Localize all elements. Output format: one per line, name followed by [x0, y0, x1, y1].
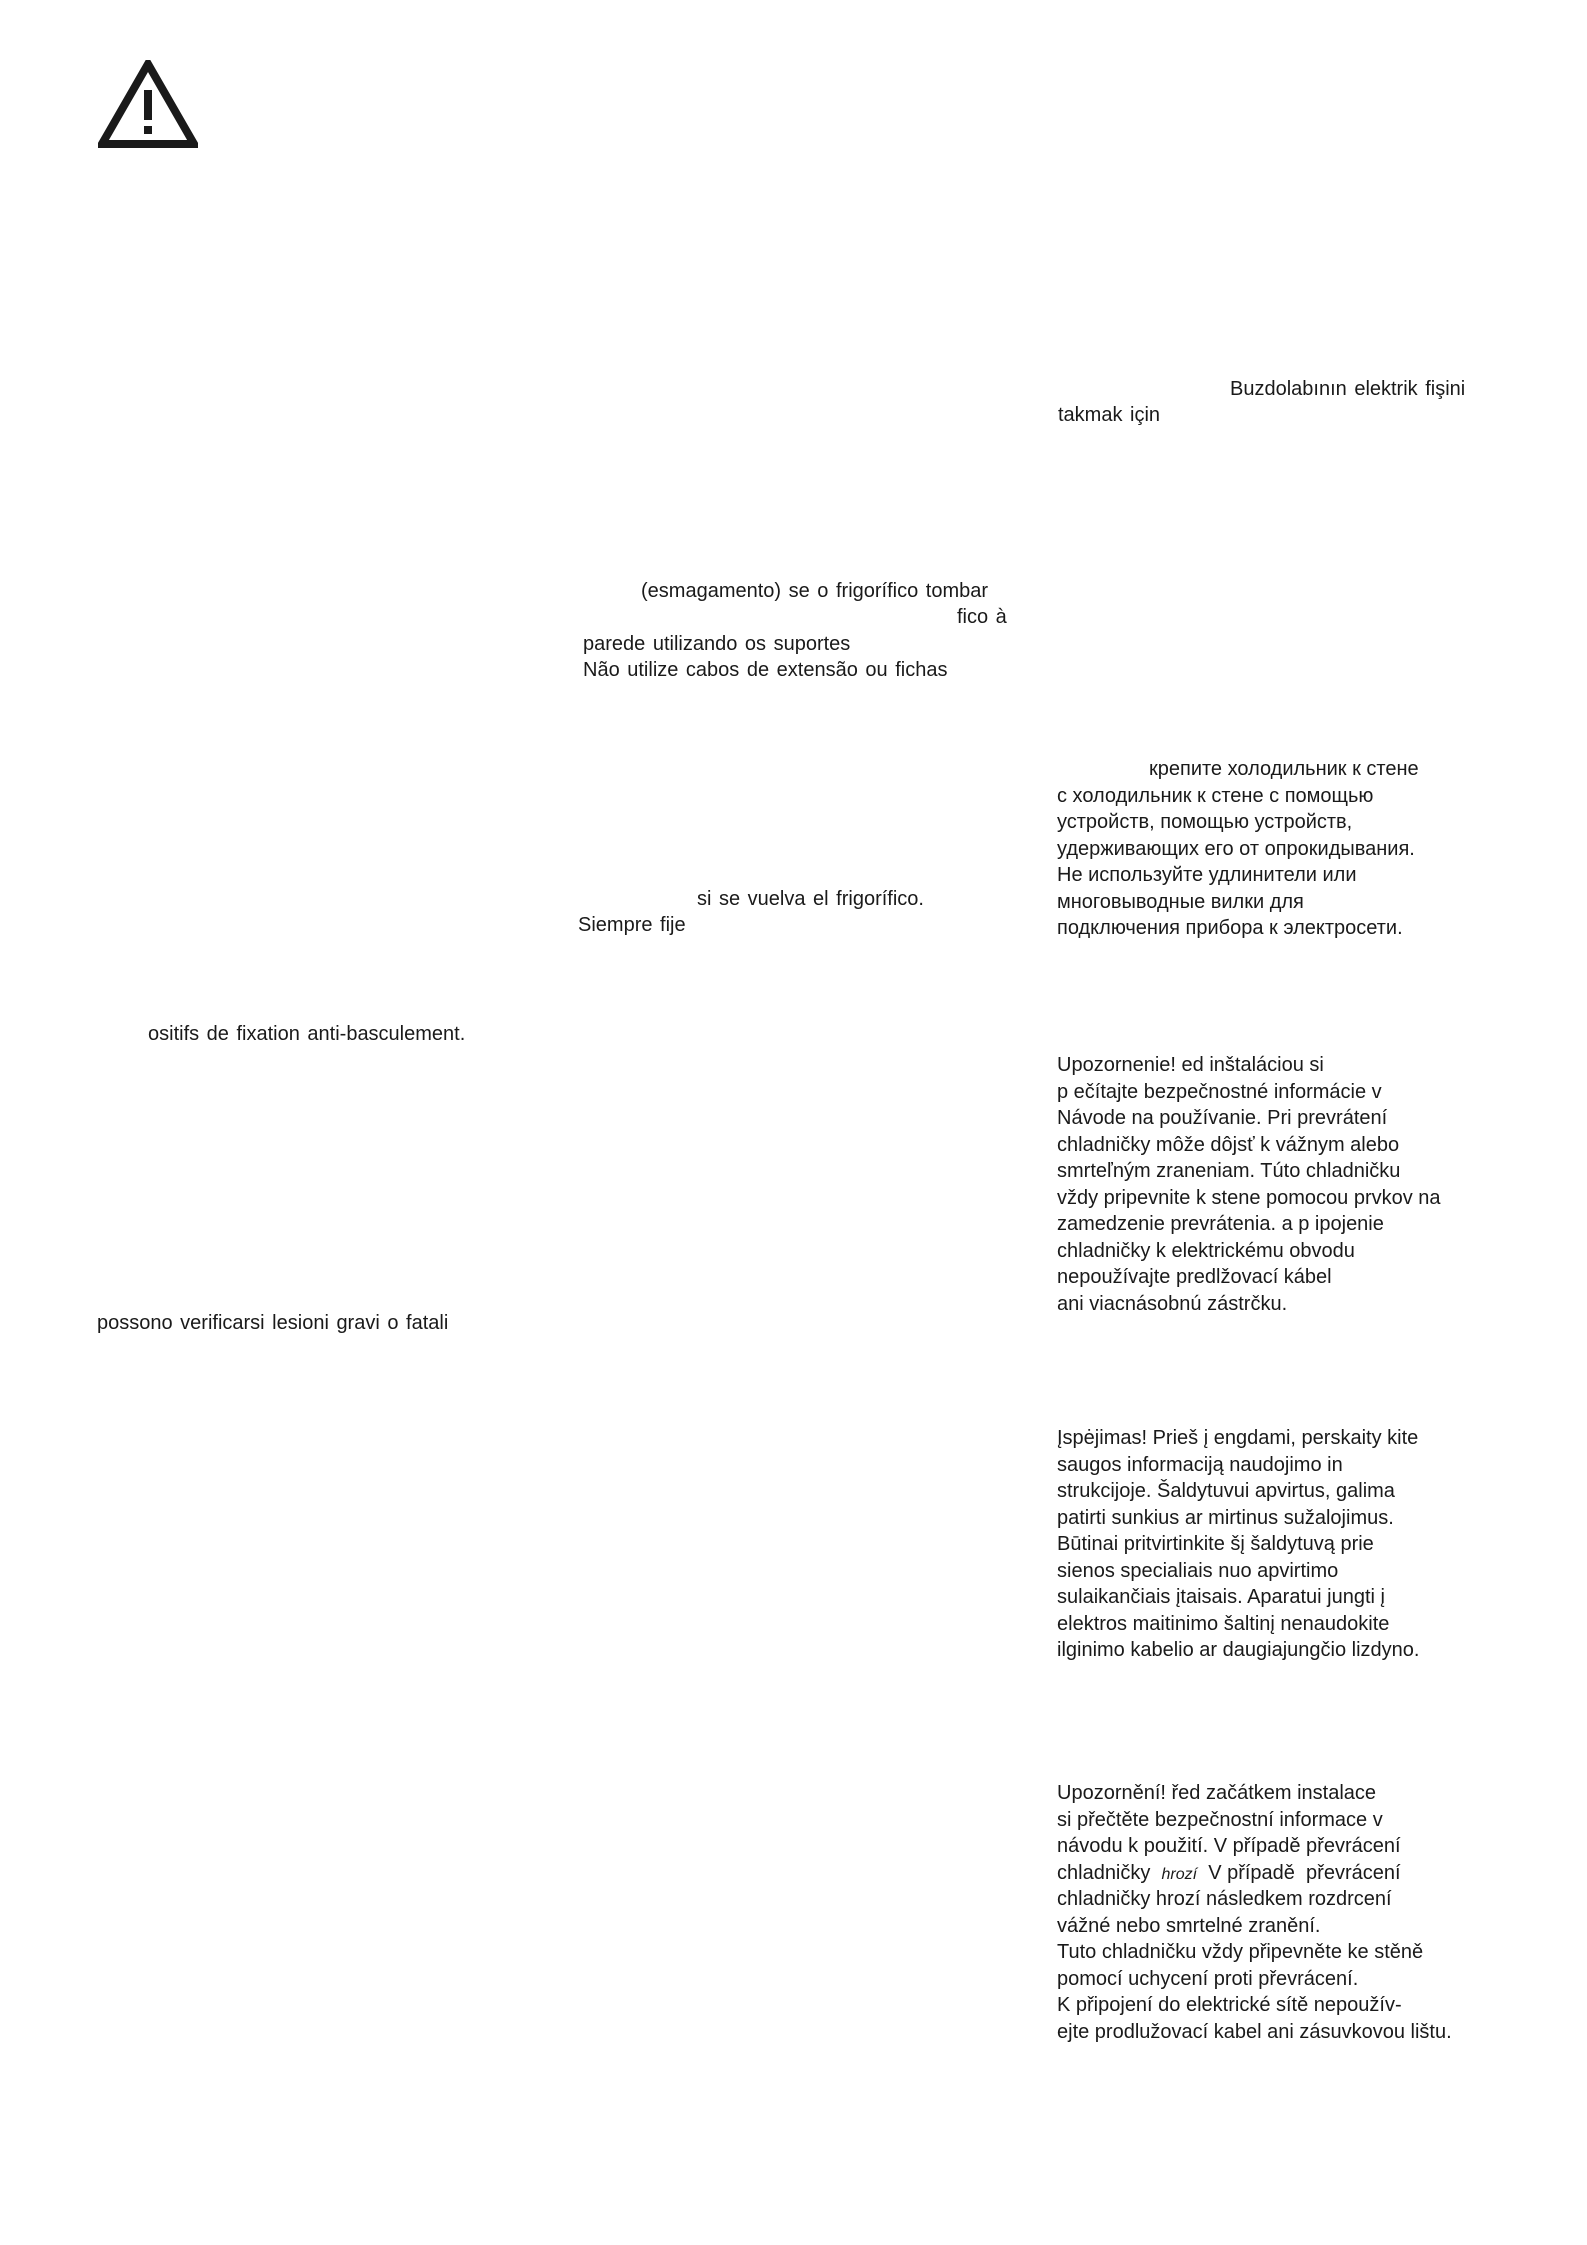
cs-line: návodu k použití. V případě převrácení [1057, 1835, 1401, 1857]
lt-warning-block [1057, 1425, 1419, 1664]
lt-line: sulaikančiais įtaisais. Aparatui jungti į [1057, 1586, 1385, 1608]
es-text-line-2: Siempre fije [578, 914, 686, 936]
sk-line: zamedzenie prevrátenia. a p ipojenie [1057, 1213, 1384, 1235]
cs-line: pomocí uchycení proti převrácení. [1057, 1967, 1359, 1990]
sk-line: Upozornenie! ed inštaláciou si [1057, 1054, 1324, 1076]
cs-line: K připojení do elektrické sítě nepoužív- [1057, 1994, 1402, 2016]
sk-line: nepoužívajte predlžovací kábel [1057, 1266, 1332, 1288]
lt-line: Būtinai pritvirtinkite šį šaldytuvą prie [1057, 1533, 1374, 1555]
sk-line: chladničky k elektrickému obvodu [1057, 1239, 1355, 1262]
fr-text-line-1: ositifs de fixation anti-basculement. [148, 1023, 466, 1045]
cs-line: ejte prodlužovací kabel ani zásuvkovou lištu. [1057, 2020, 1452, 2043]
ru-line: крепите холодильник к стене [1149, 758, 1419, 780]
sk-line: smrteľným zraneniam. Túto chladničku [1057, 1160, 1401, 1182]
lt-line: ilginimo kabelio ar daugiajungčio lizdyno. [1057, 1639, 1420, 1661]
cs-line [1057, 1860, 1452, 1887]
ru-line: Не используйте удлинители или [1057, 864, 1357, 886]
lt-line: strukcijoje. Šaldytuvui apvirtus, galima [1057, 1480, 1395, 1502]
pt-text-line-4: Não utilize cabos de extensão ou fichas [583, 659, 948, 681]
ru-line: многовыводные вилки для [1057, 890, 1304, 913]
pt-text-line-3: parede utilizando os suportes [583, 633, 851, 655]
ru-line: подключения прибора к электросети. [1057, 917, 1403, 939]
cs-line: si přečtěte bezpečnostní informace v [1057, 1808, 1383, 1831]
pt-text-line-2: fico à [957, 606, 1007, 628]
ru-line: с холодильник к стене с помощью [1057, 784, 1374, 807]
cs-warning-block [1057, 1780, 1452, 2045]
cs-line: chladničky hrozí následkem rozdrcení [1057, 1888, 1392, 1910]
sk-warning-block [1057, 1052, 1441, 1317]
lt-line: patirti sunkius ar mirtinus sužalojimus. [1057, 1506, 1394, 1529]
cs-line-part: chladničky [1057, 1861, 1162, 1884]
sk-line: ani viacnásobnú zástrčku. [1057, 1292, 1288, 1315]
lt-line: saugos informaciją naudojimo in [1057, 1453, 1343, 1476]
it-text-line-1: possono verificarsi lesioni gravi o fatali [97, 1312, 449, 1334]
ru-line: удерживающих его от опрокидывания. [1057, 837, 1415, 860]
cs-line: vážné nebo smrtelné zranění. [1057, 1914, 1321, 1937]
ru-line: устройств, помощью устройств, [1057, 811, 1353, 833]
cs-line-part: V případě převrácení [1197, 1861, 1401, 1884]
lt-line: elektros maitinimo šaltinį nenaudokite [1057, 1612, 1390, 1635]
sk-line: Návode na používanie. Pri prevrátení [1057, 1107, 1388, 1129]
cs-line: Tuto chladničku vždy připevněte ke stěně [1057, 1941, 1424, 1963]
cs-line-part-small: hrozí [1161, 1865, 1198, 1883]
warning-triangle-icon [98, 60, 198, 148]
sk-line: p ečítajte bezpečnostné informácie v [1057, 1080, 1382, 1103]
cs-line: Upozornění! řed začátkem instalace [1057, 1782, 1377, 1804]
pt-text-line-1: (esmagamento) se o frigorífico tombar [641, 580, 989, 602]
tr-text-line-1: Buzdolabının elektrik fişini [1230, 378, 1466, 400]
sk-line: vždy pripevnite k stene pomocou prvkov na [1057, 1186, 1441, 1209]
ru-warning-block [1057, 756, 1419, 942]
lt-line: Įspėjimas! Prieš į engdami, perskaity kite [1057, 1427, 1419, 1449]
lt-line: sienos specialiais nuo apvirtimo [1057, 1559, 1339, 1582]
sk-line: chladničky môže dôjsť k vážnym alebo [1057, 1133, 1400, 1156]
es-text-line-1: si se vuelva el frigorífico. [697, 888, 924, 910]
tr-text-line-2: takmak için [1058, 404, 1161, 426]
